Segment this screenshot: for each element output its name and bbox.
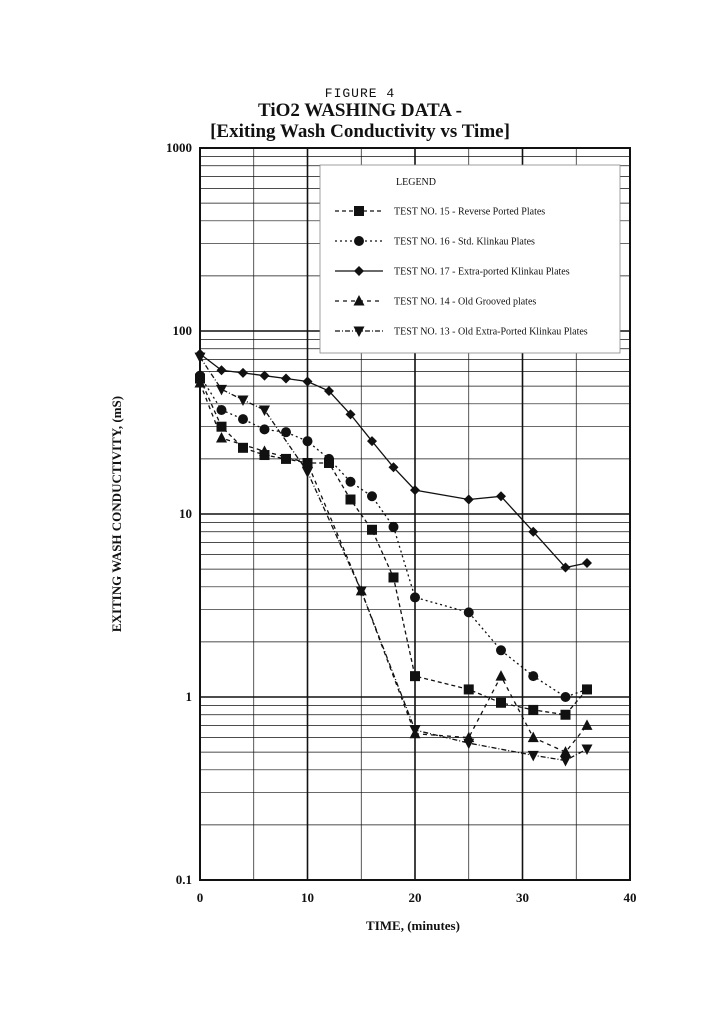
data-point-square: [367, 525, 377, 535]
data-point-diamond: [238, 368, 248, 378]
data-point-triangle-down: [195, 353, 206, 364]
data-point-triangle-down: [216, 385, 227, 396]
data-point-circle: [582, 684, 592, 694]
y-tick-label: 10: [179, 506, 192, 521]
y-axis-title: EXITING WASH CONDUCTIVITY, (mS): [109, 395, 124, 633]
data-point-square: [464, 684, 474, 694]
legend-box: [320, 165, 620, 353]
legend-label: TEST NO. 14 - Old Grooved plates: [394, 296, 537, 308]
data-point-circle: [464, 607, 474, 617]
series-layer: [195, 349, 593, 767]
data-point-triangle-down: [582, 744, 593, 755]
data-point-circle: [496, 645, 506, 655]
data-point-diamond: [260, 371, 270, 381]
series-3: [195, 349, 592, 573]
y-tick-label: 0.1: [175, 872, 192, 887]
data-point-circle: [303, 436, 313, 446]
series-line: [200, 376, 587, 697]
data-point-square: [528, 705, 538, 715]
x-tick-label: 10: [301, 890, 314, 905]
chart-subtitle: [Exiting Wash Conductivity vs Time]: [210, 121, 510, 142]
data-point-square: [410, 671, 420, 681]
data-point-square: [281, 454, 291, 464]
data-point-diamond: [281, 374, 291, 384]
data-point-diamond: [217, 365, 227, 375]
data-point-circle: [410, 592, 420, 602]
data-point-triangle-up: [216, 432, 227, 443]
data-point-triangle-down: [560, 756, 571, 767]
series-5: [195, 353, 593, 767]
data-point-triangle-down: [238, 395, 249, 406]
data-point-circle: [260, 424, 270, 434]
data-point-circle: [217, 405, 227, 415]
y-tick-label: 1: [185, 689, 192, 704]
data-point-square: [354, 206, 364, 216]
series-4: [195, 377, 593, 757]
data-point-diamond: [303, 376, 313, 386]
x-tick-label: 20: [408, 890, 422, 905]
legend: [320, 165, 620, 353]
data-point-triangle-up: [582, 719, 593, 730]
data-point-circle: [561, 692, 571, 702]
data-point-triangle-down: [302, 467, 313, 478]
series-1: [195, 374, 592, 720]
data-point-square: [561, 710, 571, 720]
y-tick-label: 100: [172, 323, 192, 338]
legend-title: LEGEND: [396, 177, 436, 188]
series-line: [200, 357, 587, 760]
chart-title: TiO2 WASHING DATA -: [258, 100, 462, 121]
x-tick-label: 40: [623, 890, 637, 905]
data-point-circle: [367, 491, 377, 501]
series-2: [195, 371, 592, 702]
legend-label: TEST NO. 13 - Old Extra-Ported Klinkau Plates: [394, 326, 588, 338]
data-point-triangle-up: [528, 732, 539, 743]
data-point-circle: [528, 671, 538, 681]
data-point-square: [346, 495, 356, 505]
data-point-diamond: [464, 495, 474, 505]
data-point-square: [389, 572, 399, 582]
y-tick-label: 1000: [166, 140, 192, 155]
data-point-triangle-down: [528, 751, 539, 762]
x-axis-title: TIME, (minutes): [366, 918, 460, 933]
data-point-square: [496, 698, 506, 708]
legend-label: TEST NO. 15 - Reverse Ported Plates: [394, 206, 546, 218]
legend-label: TEST NO. 17 - Extra-ported Klinkau Plates: [394, 266, 570, 278]
legend-label: TEST NO. 16 - Std. Klinkau Plates: [394, 236, 535, 248]
data-point-circle: [324, 454, 334, 464]
figure-caption: FIGURE 4: [324, 86, 396, 101]
data-point-circle: [346, 477, 356, 487]
series-line: [200, 379, 587, 715]
x-tick-label: 0: [196, 890, 204, 905]
data-point-circle: [389, 522, 399, 532]
data-point-triangle-up: [496, 670, 507, 681]
data-point-circle: [238, 414, 248, 424]
data-point-circle: [354, 236, 364, 246]
x-tick-label: 30: [516, 890, 529, 905]
data-point-diamond: [582, 558, 592, 568]
